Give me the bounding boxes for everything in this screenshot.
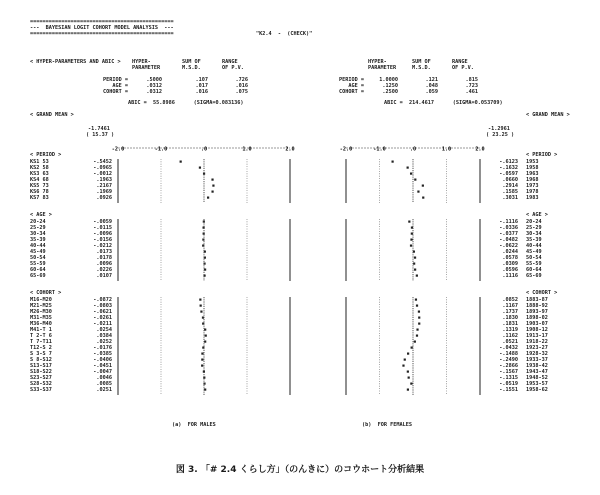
effect-point [200,305,202,307]
row-year: 1968 [526,177,539,183]
row-label: M26-M30 [30,309,52,315]
params-col-header: SUM OF [182,59,201,65]
row-label: KS7 83 [30,195,49,201]
row-label: KS6 78 [30,189,49,195]
row-label: S33-S37 [30,387,52,393]
row-year: 65-69 [526,273,542,279]
row-value-male: -.0803 [93,303,112,309]
panel-label-right: (b) FOR FEMALES [362,422,412,428]
effect-point [422,197,424,199]
axis-tick-label: 1.0 [242,146,252,153]
row-value-female: -.2866 [499,363,518,369]
grand-mean-right-value: -1.2961 [488,126,510,132]
row-year: 20-24 [526,219,542,225]
row-value-female: -.2490 [499,357,518,363]
params-col-header: RANGE [452,59,468,65]
effect-point [201,359,203,361]
param-range: .075 [235,89,248,95]
grand-mean-label-left: < GRAND MEAN > [30,112,74,118]
effect-point [402,365,404,367]
row-value-male: -.0047 [93,369,112,375]
param-sum: .048 [425,83,438,89]
effect-point [418,311,420,313]
axis-tick-label: .0 [200,146,208,153]
param-sum: .121 [425,77,438,83]
row-year: 1898-02 [526,315,548,321]
axis-tick-label: 2.0 [285,146,295,153]
row-year: 1973 [526,183,539,189]
row-value-male: -.0096 [93,231,112,237]
row-year: 1963 [526,171,539,177]
effect-point [410,173,412,175]
param-name: COHORT = [103,89,128,95]
effect-point [422,185,424,187]
row-value-male: .0251 [96,387,112,393]
grand-mean-left-value: -1.7461 [88,126,110,132]
row-label: KS1 53 [30,159,49,165]
param-name: AGE = [112,83,128,89]
effect-point [407,389,409,391]
row-label: KS3 63 [30,171,49,177]
row-label: T 2-T 6 [30,333,52,339]
row-label: KS2 58 [30,165,49,171]
section-title-right: < COHORT > [526,290,558,296]
row-year: 1938-42 [526,363,548,369]
axis-tick-label: .0 [409,146,417,153]
effect-point [407,371,409,373]
row-value-male: .0252 [96,339,112,345]
param-range: .461 [465,89,478,95]
param-sum: .059 [425,89,438,95]
params-col-header: HYPER- [368,59,387,65]
row-year: 1978 [526,189,539,195]
param-range: .723 [465,83,478,89]
grand-mean-right-pct: ( 23.25 ) [486,132,515,138]
param-hyper: 1.0000 [379,77,398,83]
row-value-female: -.0432 [499,345,518,351]
effect-point [418,317,420,319]
effect-point [200,311,202,313]
params-col-header: M.S.D. [182,65,201,71]
row-value-male: .0178 [96,255,112,261]
row-label: S13-S17 [30,363,52,369]
axis-tick-label: -1.0 [154,146,168,153]
row-value-female: .1737 [502,309,518,315]
row-label: 55-59 [30,261,46,267]
row-label: 20-24 [30,219,46,225]
row-year: 55-59 [526,261,542,267]
row-value-male: .0926 [96,195,112,201]
row-label: 45-49 [30,249,46,255]
row-label: M21-M25 [30,303,52,309]
param-name: AGE = [348,83,364,89]
row-year: 1943-47 [526,369,548,375]
row-value-male: -.0621 [93,309,112,315]
row-year: 1883-87 [526,297,548,303]
row-label: 30-34 [30,231,46,237]
row-value-female: .0309 [502,261,518,267]
row-value-male: -.0261 [93,315,112,321]
row-year: 35-39 [526,237,542,243]
row-label: S 3-S 7 [30,351,52,357]
row-value-female: .2914 [502,183,518,189]
axis-tick-label: 1.0 [441,146,452,153]
effect-point [410,383,412,385]
row-label: 35-39 [30,237,46,243]
effect-point [416,329,418,331]
row-label: T12-S 2 [30,345,52,351]
row-value-female: -.0377 [499,231,518,237]
row-value-female: .1162 [502,333,518,339]
row-value-female: -.1632 [499,165,518,171]
row-year: 50-54 [526,255,542,261]
row-label: M36-M40 [30,321,52,327]
effect-point [417,191,419,193]
effect-point [418,323,420,325]
row-value-female: .0578 [502,255,518,261]
row-value-female: -.1551 [499,387,518,393]
row-label: T 7-T11 [30,339,52,345]
effect-point [414,257,416,259]
row-value-male: -.0211 [93,321,112,327]
row-label: S28-S32 [30,381,52,387]
param-range: .016 [235,83,248,89]
param-range: .815 [465,77,478,83]
row-year: 1903-07 [526,321,548,327]
row-value-female: .1585 [502,189,518,195]
params-col-header: RANGE [222,59,238,65]
effect-point [415,299,417,301]
param-hyper: .0312 [146,83,162,89]
effect-point [199,299,201,301]
params-col-header: SUM OF [412,59,431,65]
axis-tick-label: -2.0 [111,146,125,153]
row-value-male: -.5452 [93,159,112,165]
row-year: 1913-17 [526,333,548,339]
effect-point [416,275,418,277]
effect-point [211,179,213,181]
row-value-female: .0596 [502,267,518,273]
param-name: PERIOD = [339,77,364,83]
row-value-female: .1167 [502,303,518,309]
row-value-female: -.1488 [499,351,518,357]
run-id: "K2.4 - (CHECK)" [256,31,313,37]
row-value-female: .0521 [502,339,518,345]
row-label: 40-44 [30,243,46,249]
effect-point [407,167,409,169]
effect-point [410,245,412,247]
section-title: < PERIOD > [30,152,62,158]
effect-point [201,365,203,367]
row-value-female: -.0597 [499,171,518,177]
panel-label-left: (a) FOR MALES [172,422,216,428]
row-value-male: -.0176 [93,345,112,351]
row-value-female: -.6123 [499,159,518,165]
row-value-male: .0384 [96,333,112,339]
param-sum: .016 [195,89,208,95]
row-value-male: .0107 [96,273,112,279]
banner-rule-bottom: ============================================== [30,31,174,37]
banner-rule-top: ============================================== [30,19,174,25]
param-name: PERIOD = [103,77,128,83]
row-value-female: .3031 [502,195,518,201]
effect-point [414,269,416,271]
row-year: 1888-92 [526,303,548,309]
params-title: < HYPER-PARAMETERS AND ABIC > [30,59,121,65]
banner-title: --- BAYESIAN LOGIT COHORT MODEL ANALYSIS --- [30,25,174,31]
row-value-male: .0096 [96,261,112,267]
abic-right: ABIC = 214.4617 (SIGMA=0.053709) [384,100,503,106]
row-value-male: -.0115 [93,225,112,231]
effect-point [207,197,209,199]
row-label: S23-S27 [30,375,52,381]
row-value-female: -.1116 [499,219,518,225]
params-col-header: M.S.D. [412,65,431,71]
row-year: 30-34 [526,231,542,237]
row-value-male: -.0872 [93,297,112,303]
axis-tick-label: 2.0 [475,146,485,153]
row-year: 1948-52 [526,375,548,381]
effect-point [416,335,418,337]
row-year: 1918-22 [526,339,548,345]
effect-point [416,305,418,307]
row-year: 40-44 [526,243,542,249]
row-year: 1958-62 [526,387,548,393]
effect-point [212,185,214,187]
row-value-female: .0660 [502,177,518,183]
row-value-female: -.0519 [499,381,518,387]
row-value-female: .1319 [502,327,518,333]
param-hyper: .2500 [382,89,398,95]
params-col-header: OF P.V. [452,65,474,71]
row-label: 50-54 [30,255,46,261]
row-value-male: .1969 [96,189,112,195]
params-col-header: PARAMETER [132,65,161,71]
row-year: 1923-27 [526,345,548,351]
row-value-female: .1830 [502,315,518,321]
row-label: 65-69 [30,273,46,279]
section-title-right: < PERIOD > [526,152,558,158]
row-year: 45-49 [526,249,542,255]
param-hyper: .0312 [146,89,162,95]
row-value-male: .2167 [96,183,112,189]
row-year: 25-29 [526,225,542,231]
section-title: < AGE > [30,212,52,218]
row-value-male: -.0012 [93,171,112,177]
row-year: 60-64 [526,267,542,273]
effect-point [408,221,410,223]
row-value-female: .1116 [502,273,518,279]
effect-point [205,335,207,337]
row-value-female: -.0482 [499,237,518,243]
effect-point [410,239,412,241]
row-value-male: -.0451 [93,363,112,369]
row-label: S 8-S12 [30,357,52,363]
params-col-header: PARAMETER [368,65,397,71]
effect-point [414,341,416,343]
abic-left: ABIC = 55.8986 (SIGMA=0.083136) [128,100,244,106]
row-year: 1928-32 [526,351,548,357]
row-value-male: -.0385 [93,351,112,357]
figure-caption: 図 3. 「# 2.4 くらし方」（のんきに）のコウホート分析結果 [175,465,425,475]
row-label: KS4 68 [30,177,49,183]
row-value-male: -.0406 [93,357,112,363]
effect-point [404,359,406,361]
grand-mean-label-right: < GRAND MEAN > [526,112,570,118]
params-col-header: HYPER- [132,59,151,65]
row-value-female: .1831 [502,321,518,327]
row-value-female: -.0622 [499,243,518,249]
axis-tick-label: -1.0 [373,146,386,153]
row-value-female: -.0336 [499,225,518,231]
row-label: M16-M20 [30,297,52,303]
row-label: M31-M35 [30,315,52,321]
param-hyper: .1250 [382,83,398,89]
param-name: COHORT = [339,89,364,95]
effect-point [391,161,393,163]
effect-point [414,179,416,181]
effect-point [408,377,410,379]
param-sum: .017 [195,83,208,89]
effect-point [201,353,203,355]
row-value-male: .0226 [96,267,112,273]
effect-point [211,191,213,193]
effect-point [180,161,182,163]
row-value-female: -.1567 [499,369,518,375]
row-label: 25-29 [30,225,46,231]
row-year: 1908-12 [526,327,548,333]
row-value-male: .1963 [96,177,112,183]
grand-mean-left-pct: ( 15.37 ) [86,132,115,138]
row-year: 1953-57 [526,381,548,387]
param-hyper: .5000 [146,77,162,83]
row-year: 1893-97 [526,309,548,315]
effect-point [411,347,413,349]
row-year: 1958 [526,165,539,171]
row-value-male: .0085 [96,381,112,387]
effect-point [199,167,201,169]
row-value-female: .0244 [502,249,518,255]
params-col-header: OF P.V. [222,65,244,71]
param-range: .726 [235,77,248,83]
row-value-male: -.0212 [93,243,112,249]
row-value-male: -.0965 [93,165,112,171]
row-value-female: .0852 [502,297,518,303]
row-value-male: .0254 [96,327,112,333]
row-value-male: .0173 [96,249,112,255]
row-value-female: -.1315 [499,375,518,381]
section-title: < COHORT > [30,290,62,296]
row-year: 1983 [526,195,539,201]
row-value-male: -.0156 [93,237,112,243]
row-label: S18-S22 [30,369,52,375]
effect-point [407,353,409,355]
row-label: M41-T 1 [30,327,52,333]
section-title-right: < AGE > [526,212,548,218]
row-value-male: .0046 [96,375,112,381]
row-label: KS5 73 [30,183,49,189]
param-sum: .107 [195,77,208,83]
row-year: 1933-37 [526,357,548,363]
axis-tick-label: -2.0 [339,146,353,153]
row-value-male: -.0059 [93,219,112,225]
row-label: 60-64 [30,267,46,273]
row-year: 1953 [526,159,539,165]
